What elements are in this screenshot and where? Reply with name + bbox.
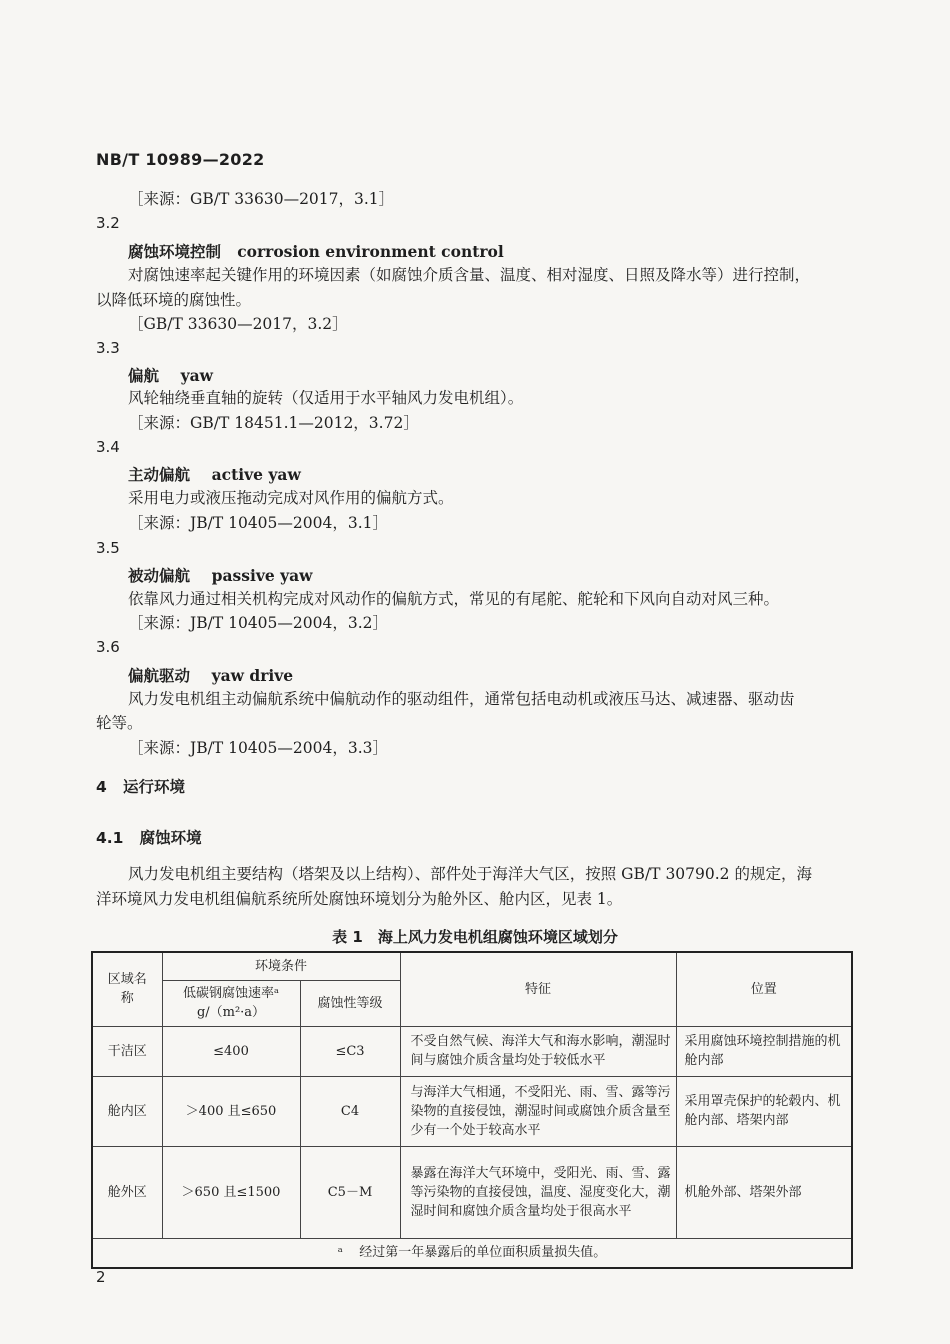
cell-feature: 与海洋大气相通，不受阳光、雨、雪、露等污染物的直接侵蚀，潮湿时间或腐蚀介质含量至少有一个处于较高水平 (400, 1076, 676, 1146)
source-3-5: ［来源：JB/T 10405—2004，3.2］ (128, 614, 388, 632)
cell-feature: 暴露在海洋大气环境中，受阳光、雨、雪、露等污染物的直接侵蚀，温度、湿度变化大，潮湿时间和腐蚀介质含量均处于很高水平 (400, 1146, 676, 1238)
term-3-3 (128, 364, 213, 386)
term-en: yaw drive (211, 666, 294, 685)
note-text: 经过第一年暴露后的单位面积质量损失值。 (359, 1245, 607, 1261)
cell-rate: ≤400 (162, 1026, 300, 1076)
section-number: 4.1 (96, 829, 124, 847)
cell-grade: C5－M (300, 1146, 400, 1238)
note-mark: ᵃ (337, 1245, 343, 1261)
definition-3-6-line1: 风力发电机组主动偏航系统中偏航动作的驱动组件，通常包括电动机或液压马达、减速器、驱动齿 (128, 690, 795, 708)
term-zh: 腐蚀环境控制 (128, 243, 222, 261)
cell-location: 机舱外部、塔架外部 (676, 1146, 852, 1238)
definition-3-4: 采用电力或液压拖动完成对风作用的偏航方式。 (128, 489, 454, 507)
entry-number-3-3: 3.3 (96, 339, 120, 357)
cell-grade: ≤C3 (300, 1026, 400, 1076)
paragraph-4-1-line2: 洋环境风力发电机组偏航系统所处腐蚀环境划分为舱外区、舱内区，见表 1。 (96, 890, 623, 908)
term-3-4 (128, 463, 301, 485)
header-zone: 区域名称 (92, 952, 162, 1026)
term-en: yaw (180, 366, 214, 385)
source-3-4: ［来源：JB/T 10405—2004，3.1］ (128, 514, 388, 532)
page-number: 2 (96, 1268, 106, 1286)
header-rate: 低碳钢腐蚀速率ᵃ g/（m²·a） (162, 980, 300, 1026)
source-3-2: ［GB/T 33630—2017，3.2］ (128, 315, 348, 333)
term-zh: 主动偏航 (128, 466, 191, 484)
term-zh: 偏航驱动 (128, 667, 191, 685)
source-3-6: ［来源：JB/T 10405—2004，3.3］ (128, 739, 388, 757)
term-3-2 (128, 240, 504, 262)
section-4-heading (96, 775, 185, 797)
table-row (92, 1026, 852, 1076)
table-note-row (92, 1238, 852, 1268)
cell-rate: ＞650 且≤1500 (162, 1146, 300, 1238)
entry-number-3-2: 3.2 (96, 214, 120, 232)
term-3-6 (128, 664, 293, 686)
definition-3-2-line1: 对腐蚀速率起关键作用的环境因素（如腐蚀介质含量、温度、相对湿度、日照及降水等）进行控制， (128, 266, 811, 284)
entry-number-3-4: 3.4 (96, 438, 120, 456)
table-row (92, 1146, 852, 1238)
standard-code: NB/T 10989—2022 (96, 150, 265, 169)
section-4-1-heading (96, 826, 202, 848)
corrosion-zone-table (91, 951, 853, 1269)
section-title: 运行环境 (123, 778, 186, 796)
table-caption: 表 1 海上风力发电机组腐蚀环境区域划分 (332, 928, 618, 946)
source-3-3: ［来源：GB/T 18451.1—2012，3.72］ (128, 414, 419, 432)
cell-location: 采用腐蚀环境控制措施的机舱内部 (676, 1026, 852, 1076)
section-title: 腐蚀环境 (139, 829, 202, 847)
term-zh: 偏航 (128, 367, 160, 385)
cell-zone: 干洁区 (92, 1026, 162, 1076)
definition-3-2-line2: 以降低环境的腐蚀性。 (96, 291, 252, 309)
cell-zone: 舱外区 (92, 1146, 162, 1238)
entry-number-3-6: 3.6 (96, 638, 120, 656)
source-3-1: ［来源：GB/T 33630—2017，3.1］ (128, 190, 395, 208)
definition-3-3: 风轮轴绕垂直轴的旋转（仅适用于水平轴风力发电机组）。 (128, 389, 524, 407)
definition-3-6-line2: 轮等。 (96, 714, 143, 732)
section-number: 4 (96, 778, 107, 796)
header-feature: 特征 (400, 952, 676, 1026)
term-en: corrosion environment control (237, 242, 504, 261)
table-row (92, 1076, 852, 1146)
term-zh: 被动偏航 (128, 567, 191, 585)
entry-number-3-5: 3.5 (96, 539, 120, 557)
definition-3-5: 依靠风力通过相关机构完成对风动作的偏航方式，常见的有尾舵、舵轮和下风向自动对风三种。 (128, 590, 780, 608)
table-note (92, 1238, 852, 1268)
header-location: 位置 (676, 952, 852, 1026)
cell-grade: C4 (300, 1076, 400, 1146)
term-en: active yaw (211, 465, 301, 484)
paragraph-4-1-line1: 风力发电机组主要结构（塔架及以上结构）、部件处于海洋大气区，按照 GB/T 30790.2 的规定，海 (128, 865, 812, 883)
header-grade: 腐蚀性等级 (300, 980, 400, 1026)
cell-location: 采用罩壳保护的轮毂内、机舱内部、塔架内部 (676, 1076, 852, 1146)
cell-feature: 不受自然气候、海洋大气和海水影响，潮湿时间与腐蚀介质含量均处于较低水平 (400, 1026, 676, 1076)
header-env: 环境条件 (162, 952, 400, 980)
cell-zone: 舱内区 (92, 1076, 162, 1146)
term-3-5 (128, 564, 313, 586)
term-en: passive yaw (211, 566, 313, 585)
cell-rate: ＞400 且≤650 (162, 1076, 300, 1146)
